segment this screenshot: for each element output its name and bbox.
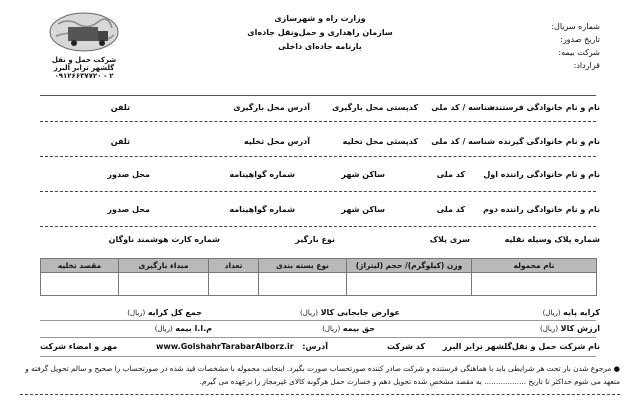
driver1-issue-place-label: محل صدور: [107, 170, 150, 179]
total-fare-unit: (ریال): [127, 309, 146, 317]
company-stamp-label: مهر و امضاء شرکت: [40, 342, 118, 351]
receiver-postal-label: کدپستی محل تخلیه: [342, 137, 418, 146]
divider: [40, 356, 596, 357]
base-fare-field: [543, 308, 600, 317]
goods-value-field: [540, 324, 600, 333]
commission-label: حق بیمه: [342, 324, 375, 333]
sender-address-label: آدرس محل بارگیری: [233, 103, 310, 112]
receiver-id-label: شناسه / کد ملی: [431, 137, 495, 146]
base-fare-label: کرایه پایه: [563, 308, 600, 317]
serial-label: شماره سریال:: [551, 22, 600, 31]
driver2-name-label: نام و نام خانوادگی راننده دوم: [483, 205, 600, 214]
goods-value-unit: (ریال): [540, 325, 559, 333]
logo-line1: شرکت حمل و نقل: [51, 56, 117, 64]
goods-col-name: نام محموله: [472, 259, 597, 273]
issue-date-label: تاریخ صدور:: [560, 35, 600, 44]
table-cell: [119, 273, 209, 296]
plate-series-label: سری پلاک: [429, 235, 470, 244]
company-website: www.GolshahrTarabarAlborz.ir: [156, 342, 294, 351]
driver2-issue-place-label: محل صدور: [107, 205, 150, 214]
divider: [40, 226, 596, 227]
handling-field: [300, 308, 400, 317]
sender-postal-label: کدپستی محل بارگیری: [331, 103, 418, 112]
company-name-value: گلشهر ترابر البرز: [442, 342, 512, 351]
goods-table: [40, 258, 597, 296]
sender-phone-label: تلفن: [110, 103, 130, 112]
insurer-label: شرکت بیمه:: [558, 48, 600, 57]
divider: [40, 191, 596, 192]
driver1-license-label: شماره گواهینامه: [229, 170, 295, 179]
footer-note-text: مرجوع شدن بار تحت هر شرایطی باید با هماهنگی فرستنده و شرکت صادر کننده صورتحساب صورت بگیرد. اینجانب محموله با مشخصات قید شده در صورتحساب را صحیح و سالم تحویل گرفته و متعهد می شوم حداکثر تا تاریخ .................. به مقصد مشخص شده تحویل دهم و خسارت حمل هرگونه کالای غیرمجاز را برعهده می گیرم.: [25, 364, 620, 386]
goods-col-packaging: نوع بسته بندی: [259, 259, 347, 273]
receiver-name-label: نام و نام خانوادگی گیرنده: [498, 137, 600, 146]
goods-col-destination: مقصد تخلیه: [41, 259, 119, 273]
footer-note: [20, 362, 620, 388]
goods-value-label: ارزش کالا: [560, 324, 600, 333]
receiver-phone-label: تلفن: [110, 137, 130, 146]
driver1-name-label: نام و نام خانوادگی راننده اول: [483, 170, 600, 179]
driver1-city-label: ساکن شهر: [341, 170, 385, 179]
org-title: سازمان راهداری و حمل‌ونقل جاده‌ای: [247, 28, 393, 37]
divider: [40, 156, 596, 157]
smart-card-label: شماره کارت هوشمند ناوگان: [108, 235, 220, 244]
divider: [40, 337, 596, 338]
handling-label: عوارض جابجایی کالا: [320, 308, 400, 317]
table-row: [41, 273, 597, 296]
table-cell: [41, 273, 119, 296]
truck-globe-icon: [38, 10, 130, 54]
divider: [40, 121, 596, 122]
base-fare-unit: (ریال): [542, 309, 561, 317]
company-code-label: کد شرکت: [386, 342, 425, 351]
driver2-license-label: شماره گواهینامه: [229, 205, 295, 214]
handling-unit: (ریال): [300, 309, 319, 317]
plate-label: شماره پلاک وسیله نقلیه: [504, 235, 600, 244]
driver2-city-label: ساکن شهر: [341, 205, 385, 214]
table-cell: [347, 273, 472, 296]
divider: [40, 95, 596, 96]
sender-id-label: شناسه / کد ملی: [431, 103, 495, 112]
goods-col-weight: وزن (کیلوگرم)/ حجم (لیتراژ): [347, 259, 472, 273]
sender-name-label: نام و نام خانوادگی فرستنده: [489, 103, 600, 112]
receiver-address-label: آدرس محل تخلیه: [243, 137, 310, 146]
insurance-field: [155, 324, 212, 333]
commission-field: [322, 324, 375, 333]
logo-line2: گلشهر ترابر البرز: [53, 64, 115, 72]
contract-label: قرارداد:: [573, 61, 600, 70]
insurance-unit: (ریال): [154, 325, 173, 333]
table-cell: [259, 273, 347, 296]
goods-col-origin: مبداء بارگیری: [119, 259, 209, 273]
table-cell: [209, 273, 259, 296]
driver2-id-label: کد ملی: [436, 205, 465, 214]
ministry-title: وزارت راه و شهرسازی: [274, 14, 366, 23]
logo-phone: ۰۹۱۲۶۶۳۷۷۲۰ - ۲: [54, 72, 114, 80]
driver1-id-label: کد ملی: [436, 170, 465, 179]
cut-line: [20, 394, 620, 395]
company-address-label: آدرس:: [302, 342, 328, 351]
total-fare-label: جمع کل کرایه: [147, 308, 202, 317]
divider: [40, 320, 596, 321]
company-logo: [38, 10, 130, 80]
commission-unit: (ریال): [322, 325, 341, 333]
insurance-label: م.ا.ا بیمه: [175, 324, 212, 333]
doc-title: بارنامه جاده‌ای داخلی: [278, 42, 362, 51]
table-cell: [472, 273, 597, 296]
bullet-icon: ●: [611, 364, 620, 373]
goods-col-count: تعداد: [209, 259, 259, 273]
company-name-label: نام شرکت حمل و نقل: [511, 342, 600, 351]
cargo-type-label: نوع بارگیر: [295, 235, 335, 244]
total-fare-field: [127, 308, 202, 317]
